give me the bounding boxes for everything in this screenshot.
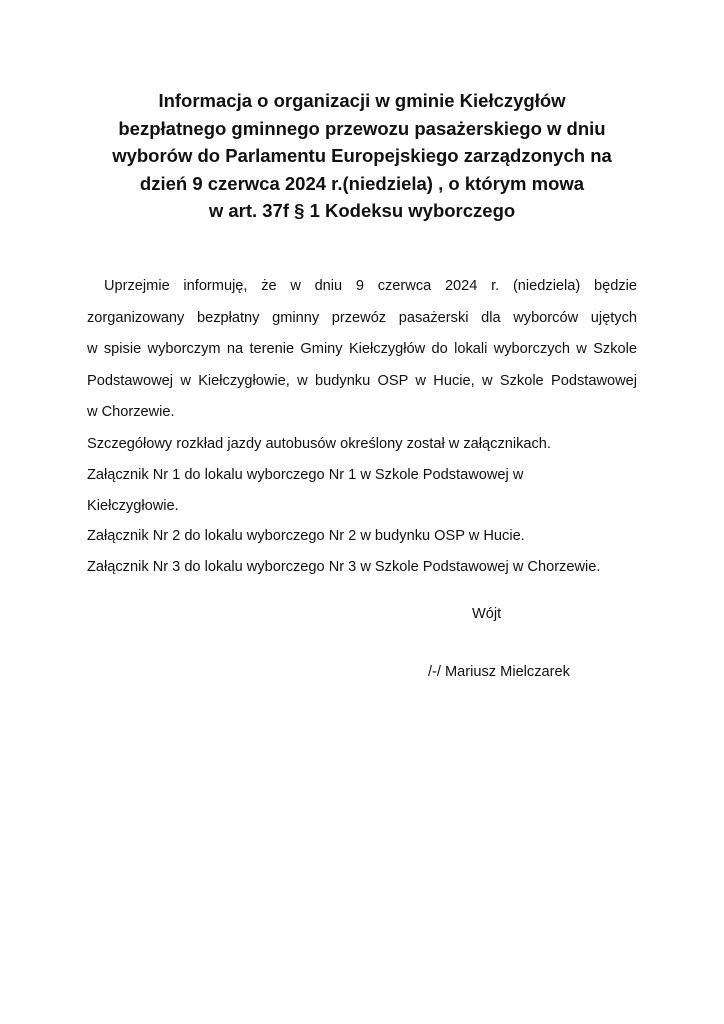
attachment-line: Załącznik Nr 2 do lokalu wyborczego Nr 2 w budynku OSP w Hucie. [87, 528, 525, 544]
title-line: w art. 37f § 1 Kodeksu wyborczego [208, 200, 516, 221]
title-line: bezpłatnego gminnego przewozu pasażerskiego w dniu [118, 117, 606, 139]
attachment-line: Kiełczygłowie. [87, 497, 179, 514]
paragraph-line: Podstawowej w Kiełczygłowie, w budynku OSP w Hucie, w Szkole Podstawowej [87, 372, 637, 389]
attachment-item [87, 521, 637, 552]
attachment-item [87, 552, 637, 583]
signature-title: Wójt [472, 606, 502, 622]
document-title [60, 87, 664, 225]
attachment-line: Załącznik Nr 1 do lokalu wyborczego Nr 1 w Szkole Podstawowej w [87, 467, 524, 483]
signature-name: /-/ Mariusz Mielczarek [428, 664, 570, 680]
paragraph-line: Uprzejmie informuję, że w dniu 9 czerwca 2024 r. (niedziela) będzie [104, 278, 637, 294]
attachment-list [87, 460, 637, 582]
main-paragraph [87, 271, 637, 429]
paragraph-line: zorganizowany bezpłatny gminny przewóz pasażerski dla wyborców ujętych [87, 309, 637, 326]
paragraph-line: w Chorzewie. [87, 404, 175, 420]
attachment-item [87, 460, 637, 521]
document-body [87, 271, 637, 582]
attachment-line: Załącznik Nr 3 do lokalu wyborczego Nr 3 w Szkole Podstawowej w Chorzewie. [87, 558, 601, 575]
title-line: Informacja o organizacji w gminie Kiełczygłów [158, 90, 566, 111]
schedule-note: Szczegółowy rozkład jazdy autobusów określony został w załącznikach. [87, 435, 551, 452]
title-line: wyborów do Parlamentu Europejskiego zarządzonych na [112, 145, 612, 166]
title-line: dzień 9 czerwca 2024 r.(niedziela) , o którym mowa [139, 172, 585, 194]
paragraph-line: w spisie wyborczym na terenie Gminy Kiełczygłów do lokali wyborczych w Szkole [87, 341, 637, 357]
